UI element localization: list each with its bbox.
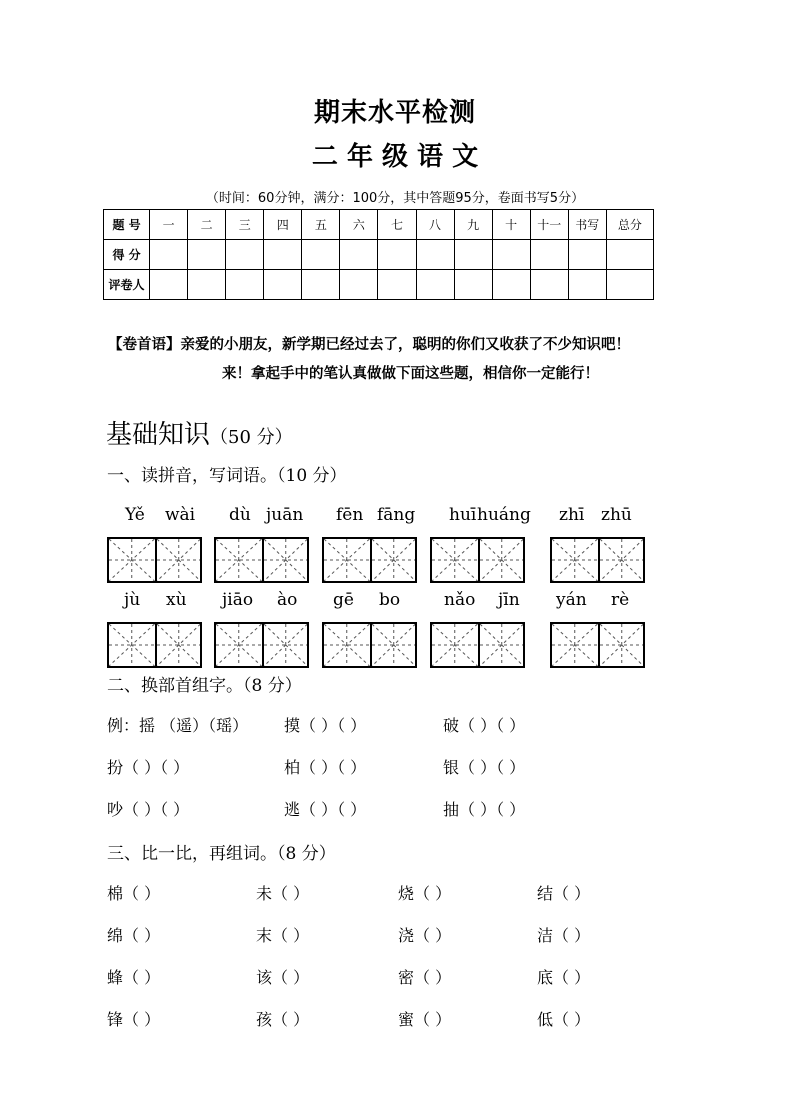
char-box[interactable] [109,624,155,666]
tianzige-guides [109,539,155,581]
score-input-cell[interactable] [606,240,653,270]
pinyin: yán [556,590,587,610]
q3-item[interactable]: 该（ ） [256,968,310,987]
score-table-score-row [104,240,654,270]
char-box[interactable] [552,539,598,581]
tianzige-guides [372,539,416,581]
grader-row-label: 评卷人 [104,270,150,300]
pinyin: jù [124,590,141,610]
char-box[interactable] [109,539,155,581]
pinyin: juān [266,505,304,525]
score-input-cell[interactable] [378,240,416,270]
q3-item[interactable]: 蜜（ ） [398,1010,452,1029]
grader-input-cell[interactable] [606,270,653,300]
q3-item[interactable]: 密（ ） [398,968,452,987]
tianzige-guides [157,624,201,666]
pinyin: huáng [477,505,531,525]
char-box[interactable] [216,539,262,581]
section-title [106,414,293,451]
grader-input-cell[interactable] [340,270,378,300]
char-box[interactable] [432,624,478,666]
char-box[interactable] [155,624,201,666]
tianzige-guides [109,624,155,666]
tianzige-guides [216,539,262,581]
score-input-cell[interactable] [492,240,530,270]
grader-input-cell[interactable] [530,270,568,300]
char-box[interactable] [324,624,370,666]
intro-line-1: 【卷首语】亲爱的小朋友，新学期已经过去了，聪明的你们又收获了不少知识吧！ [108,337,630,353]
q3-item[interactable]: 蜂（ ） [107,968,161,987]
q3-item[interactable]: 孩（ ） [256,1010,310,1029]
grader-input-cell[interactable] [302,270,340,300]
char-box[interactable] [598,624,644,666]
score-input-cell[interactable] [226,240,264,270]
score-table-cell: 十 [492,210,530,240]
pinyin: zhī [559,505,585,525]
tianzige-guides [264,624,308,666]
pinyin: nǎo [444,590,476,610]
pinyin: jīn [498,590,520,610]
tianzige-guides [552,539,598,581]
char-box[interactable] [262,539,308,581]
score-input-cell[interactable] [188,240,226,270]
pinyin: Yě [125,505,145,525]
char-box[interactable] [598,539,644,581]
grade-subject-title: 二 年 级 语 文 [311,142,479,172]
q1-title: 一、读拼音，写词语。（10 分） [107,466,347,486]
q2-item[interactable]: 吵（ ）（ ） [107,800,190,819]
score-input-cell[interactable] [454,240,492,270]
score-table-grader-row [104,270,654,300]
score-table-cell: 书写 [568,210,606,240]
tianzige-guides [264,539,308,581]
score-table-cell: 七 [378,210,416,240]
char-box[interactable] [478,624,524,666]
q3-item[interactable]: 未（ ） [256,884,310,903]
pinyin: zhū [601,505,632,525]
pinyin: huī [449,505,477,525]
q3-item[interactable]: 棉（ ） [107,884,161,903]
writing-grid[interactable] [430,622,525,668]
char-box[interactable] [155,539,201,581]
char-box[interactable] [216,624,262,666]
char-box[interactable] [478,539,524,581]
q2-item[interactable]: 扮（ ）（ ） [107,758,190,777]
pinyin: jiāo [222,590,254,610]
grader-input-cell[interactable] [188,270,226,300]
score-table-cell: 十一 [530,210,568,240]
score-input-cell[interactable] [264,240,302,270]
score-table-cell: 一 [150,210,188,240]
tianzige-guides [324,539,370,581]
q3-item[interactable]: 浇（ ） [398,926,452,945]
score-table-cell: 六 [340,210,378,240]
q3-item[interactable]: 末（ ） [256,926,310,945]
writing-grid[interactable] [214,622,309,668]
q2-item[interactable]: 抽（ ）（ ） [443,800,526,819]
score-table-cell: 八 [416,210,454,240]
writing-grid[interactable] [322,537,417,583]
char-box[interactable] [324,539,370,581]
score-table-cell: 五 [302,210,340,240]
tianzige-guides [432,539,478,581]
q2-item[interactable]: 柏（ ）（ ） [284,758,367,777]
score-table-cell: 二 [188,210,226,240]
writing-grid[interactable] [430,537,525,583]
q2-title: 二、换部首组字。（8 分） [107,676,302,696]
char-box[interactable] [370,624,416,666]
score-input-cell[interactable] [150,240,188,270]
score-input-cell[interactable] [302,240,340,270]
grader-input-cell[interactable] [264,270,302,300]
tianzige-guides [600,539,644,581]
score-input-cell[interactable] [416,240,454,270]
q3-item[interactable]: 绵（ ） [107,926,161,945]
score-input-cell[interactable] [568,240,606,270]
score-table-cell: 题 号 [104,210,150,240]
pinyin: xù [166,590,187,610]
pinyin: dù [229,505,251,525]
tianzige-guides [157,539,201,581]
q2-item[interactable]: 逃（ ）（ ） [284,800,367,819]
q3-item[interactable]: 结（ ） [537,884,591,903]
writing-grid[interactable] [107,537,202,583]
q2-item[interactable]: 例：摇 （遥）（瑶） [107,716,249,735]
score-table-cell: 总分 [606,210,653,240]
exam-title: 期末水平检测 [313,98,476,128]
q3-item[interactable]: 洁（ ） [537,926,591,945]
grader-input-cell[interactable] [492,270,530,300]
tianzige-guides [600,624,644,666]
q3-item[interactable]: 低（ ） [537,1010,591,1029]
pinyin: rè [611,590,630,610]
tianzige-guides [324,624,370,666]
grader-input-cell[interactable] [568,270,606,300]
q3-item[interactable]: 烧（ ） [398,884,452,903]
pinyin: ào [277,590,298,610]
tianzige-guides [480,539,524,581]
pinyin: bo [379,590,401,610]
grader-input-cell[interactable] [454,270,492,300]
section-title-text: 基础知识 [106,420,211,450]
q2-item[interactable]: 破（ ）（ ） [443,716,526,735]
q2-item[interactable]: 银（ ）（ ） [443,758,526,777]
q3-title: 三、比一比，再组词。（8 分） [107,844,336,864]
writing-grid[interactable] [322,622,417,668]
pinyin: fēn [336,505,364,525]
writing-grid[interactable] [550,537,645,583]
grader-input-cell[interactable] [150,270,188,300]
score-table [103,209,654,300]
score-input-cell[interactable] [530,240,568,270]
grader-input-cell[interactable] [378,270,416,300]
tianzige-guides [216,624,262,666]
tianzige-guides [480,624,524,666]
q2-item[interactable]: 摸（ ）（ ） [284,716,367,735]
q3-item[interactable]: 底（ ） [537,968,591,987]
tianzige-guides [432,624,478,666]
grader-input-cell[interactable] [226,270,264,300]
pinyin: wài [165,505,196,525]
score-table-header-row [104,210,654,240]
intro-line-2: 来！拿起手中的笔认真做做下面这些题，相信你一定能行！ [222,366,599,382]
section-points: （50 分） [210,427,293,448]
writing-grid[interactable] [214,537,309,583]
writing-grid[interactable] [107,622,202,668]
tianzige-guides [552,624,598,666]
score-row-label: 得 分 [104,240,150,270]
q3-item[interactable]: 锋（ ） [107,1010,161,1029]
char-box[interactable] [432,539,478,581]
score-input-cell[interactable] [340,240,378,270]
pinyin: fāng [377,505,416,525]
exam-note: （时间：60分钟，满分：100分，其中答题95分，卷面书写5分） [205,191,585,206]
pinyin: gē [333,590,354,610]
char-box[interactable] [370,539,416,581]
score-table-cell: 九 [454,210,492,240]
score-table-cell: 三 [226,210,264,240]
tianzige-guides [372,624,416,666]
char-box[interactable] [262,624,308,666]
grader-input-cell[interactable] [416,270,454,300]
char-box[interactable] [552,624,598,666]
score-table-cell: 四 [264,210,302,240]
writing-grid[interactable] [550,622,645,668]
